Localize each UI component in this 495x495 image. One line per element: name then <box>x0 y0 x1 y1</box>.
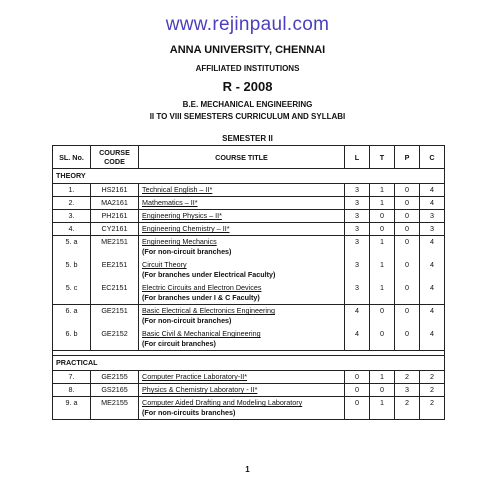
table-row-group-5 <box>53 236 445 305</box>
practical-hours-5a: 0 <box>405 237 409 246</box>
scope-heading: II TO VIII SEMESTERS CURRICULUM AND SYLLABI <box>149 112 346 121</box>
course-note-6b: (For circuit branches) <box>142 339 216 348</box>
course-title-5b: Circuit Theory <box>142 260 187 269</box>
section-label-theory: THEORY <box>53 169 445 184</box>
practical-hours-cell: 0 <box>395 210 420 223</box>
course-note-5a: (For non-circuit branches) <box>142 247 232 256</box>
credits-cell: 4 <box>420 184 445 197</box>
practical-hours-cell: 2 <box>395 371 420 384</box>
credits-cell <box>420 236 445 305</box>
lecture-hours-cell: 3 <box>345 223 370 236</box>
practical-hours-cell: 3 <box>395 384 420 397</box>
spacer <box>94 270 135 280</box>
course-code-cell: GS2165 <box>91 384 139 397</box>
course-title-cell <box>139 236 345 305</box>
tutorial-hours-cell: 0 <box>370 210 395 223</box>
course-code-cell <box>91 305 139 351</box>
tutorial-hours-cell: 1 <box>370 397 395 420</box>
table-row <box>53 197 445 210</box>
lecture-hours-5b: 3 <box>355 260 359 269</box>
credits-5a: 4 <box>430 237 434 246</box>
lecture-hours-6b: 4 <box>355 329 359 338</box>
lecture-hours-cell: 3 <box>345 210 370 223</box>
column-header-p: P <box>395 146 420 169</box>
course-title-cell: Engineering Chemistry – II* <box>142 224 230 233</box>
tutorial-hours-cell <box>370 236 395 305</box>
spacer <box>94 247 135 257</box>
column-header-course-code: COURSE CODE <box>91 146 139 169</box>
credits-cell: 2 <box>420 371 445 384</box>
lecture-hours-cell: 3 <box>345 184 370 197</box>
column-header-course-title: COURSE TITLE <box>139 146 345 169</box>
sl-no-cell: 9. a <box>53 397 91 420</box>
course-code-5c: EC2151 <box>101 283 128 292</box>
page-number: 1 <box>245 465 250 474</box>
tutorial-hours-cell: 1 <box>370 197 395 210</box>
course-code-cell: HS2161 <box>91 184 139 197</box>
table-row <box>53 184 445 197</box>
spacer <box>56 270 87 280</box>
regulation-heading: R - 2008 <box>222 79 273 94</box>
credits-cell: 2 <box>420 397 445 420</box>
programme-heading: B.E. MECHANICAL ENGINEERING <box>182 100 313 109</box>
table-row-group-6 <box>53 305 445 351</box>
sl-no-5c: 5. c <box>65 283 78 292</box>
credits-5c: 4 <box>430 283 434 292</box>
credits-5b: 4 <box>430 260 434 269</box>
lecture-hours-cell: 0 <box>345 371 370 384</box>
sl-no-5a: 5. a <box>65 237 78 246</box>
sl-no-cell: 1. <box>53 184 91 197</box>
course-code-cell: CY2161 <box>91 223 139 236</box>
practical-hours-6a: 0 <box>405 306 409 315</box>
sl-no-5b: 5. b <box>65 260 78 269</box>
table-row <box>53 371 445 384</box>
course-code-5b: EE2151 <box>101 260 128 269</box>
sl-no-cell: 4. <box>53 223 91 236</box>
table-row <box>53 223 445 236</box>
course-note-5c: (For branches under I & C Faculty) <box>142 293 260 302</box>
tutorial-hours-6a: 0 <box>380 306 384 315</box>
table-row <box>53 384 445 397</box>
column-header-l: L <box>345 146 370 169</box>
course-title-6a: Basic Electrical & Electronics Engineering <box>142 306 276 315</box>
lecture-hours-5c: 3 <box>355 283 359 292</box>
course-title-cell: Engineering Physics – II* <box>142 211 222 220</box>
university-name: ANNA UNIVERSITY, CHENNAI <box>169 44 326 56</box>
affiliation-heading: AFFILIATED INSTITUTIONS <box>195 64 300 73</box>
tutorial-hours-cell: 0 <box>370 384 395 397</box>
course-code-5a: ME2151 <box>101 237 128 246</box>
table-row <box>53 210 445 223</box>
course-title-cell <box>139 397 345 420</box>
tutorial-hours-cell: 0 <box>370 223 395 236</box>
practical-hours-cell: 0 <box>395 184 420 197</box>
tutorial-hours-cell <box>370 305 395 351</box>
course-code-cell: ME2155 <box>91 397 139 420</box>
course-title-cell: Mathematics – II* <box>142 198 198 207</box>
practical-hours-cell <box>395 305 420 351</box>
tutorial-hours-cell: 1 <box>370 184 395 197</box>
course-code-cell: MA2161 <box>91 197 139 210</box>
practical-hours-cell: 2 <box>395 397 420 420</box>
tutorial-hours-cell: 1 <box>370 371 395 384</box>
sl-no-cell: 8. <box>53 384 91 397</box>
lecture-hours-cell <box>345 236 370 305</box>
course-title-cell: Technical English – II* <box>142 185 213 194</box>
course-code-cell <box>91 236 139 305</box>
credits-cell: 2 <box>420 384 445 397</box>
course-title-cell: Physics & Chemistry Laboratory - II* <box>142 385 258 394</box>
credits-cell <box>420 305 445 351</box>
lecture-hours-cell: 3 <box>345 197 370 210</box>
course-code-cell: PH2161 <box>91 210 139 223</box>
sl-no-cell: 2. <box>53 197 91 210</box>
course-code-cell: GE2155 <box>91 371 139 384</box>
practical-hours-6b: 0 <box>405 329 409 338</box>
course-code-6b: GE2152 <box>101 329 128 338</box>
course-title-cell <box>139 305 345 351</box>
course-title-cell: Computer Practice Laboratory-II* <box>142 372 248 381</box>
credits-6a: 4 <box>430 306 434 315</box>
column-header-sl-no: SL. No. <box>53 146 91 169</box>
course-note-5b: (For branches under Electrical Faculty) <box>142 270 276 279</box>
lecture-hours-5a: 3 <box>355 237 359 246</box>
column-header-t: T <box>370 146 395 169</box>
section-label-practical: PRACTICAL <box>53 356 445 371</box>
curriculum-table <box>52 145 445 420</box>
sl-no-cell <box>53 305 91 351</box>
sl-no-cell: 7. <box>53 371 91 384</box>
course-title-9a: Computer Aided Drafting and Modeling Laboratory <box>142 398 303 407</box>
sl-no-6b: 6. b <box>65 329 78 338</box>
column-header-c: C <box>420 146 445 169</box>
tutorial-hours-5b: 1 <box>380 260 384 269</box>
watermark-url: www.rejinpaul.com <box>165 14 330 35</box>
practical-hours-cell: 0 <box>395 223 420 236</box>
section-row-practical <box>53 356 445 371</box>
lecture-hours-6a: 4 <box>355 306 359 315</box>
credits-cell: 4 <box>420 197 445 210</box>
tutorial-hours-5a: 1 <box>380 237 384 246</box>
sl-no-cell <box>53 236 91 305</box>
section-row-theory <box>53 169 445 184</box>
course-note-6a: (For non-circuit branches) <box>142 316 232 325</box>
practical-hours-cell <box>395 236 420 305</box>
course-title-5c: Electric Circuits and Electron Devices <box>142 283 262 292</box>
lecture-hours-cell <box>345 305 370 351</box>
course-title-5a: Engineering Mechanics <box>142 237 217 246</box>
practical-hours-5c: 0 <box>405 283 409 292</box>
practical-hours-cell: 0 <box>395 197 420 210</box>
practical-hours-5b: 0 <box>405 260 409 269</box>
sl-no-cell: 3. <box>53 210 91 223</box>
course-title-6b: Basic Civil & Mechanical Engineering <box>142 329 261 338</box>
table-row <box>53 397 445 420</box>
table-header-row <box>53 146 445 169</box>
semester-heading: SEMESTER II <box>222 134 273 143</box>
tutorial-hours-5c: 1 <box>380 283 384 292</box>
spacer <box>56 247 87 257</box>
lecture-hours-cell: 0 <box>345 384 370 397</box>
credits-cell: 3 <box>420 223 445 236</box>
course-note-9a: (For non-circuits branches) <box>142 408 236 417</box>
tutorial-hours-6b: 0 <box>380 329 384 338</box>
credits-6b: 4 <box>430 329 434 338</box>
course-code-6a: GE2151 <box>101 306 128 315</box>
lecture-hours-cell: 0 <box>345 397 370 420</box>
credits-cell: 3 <box>420 210 445 223</box>
sl-no-6a: 6. a <box>65 306 78 315</box>
